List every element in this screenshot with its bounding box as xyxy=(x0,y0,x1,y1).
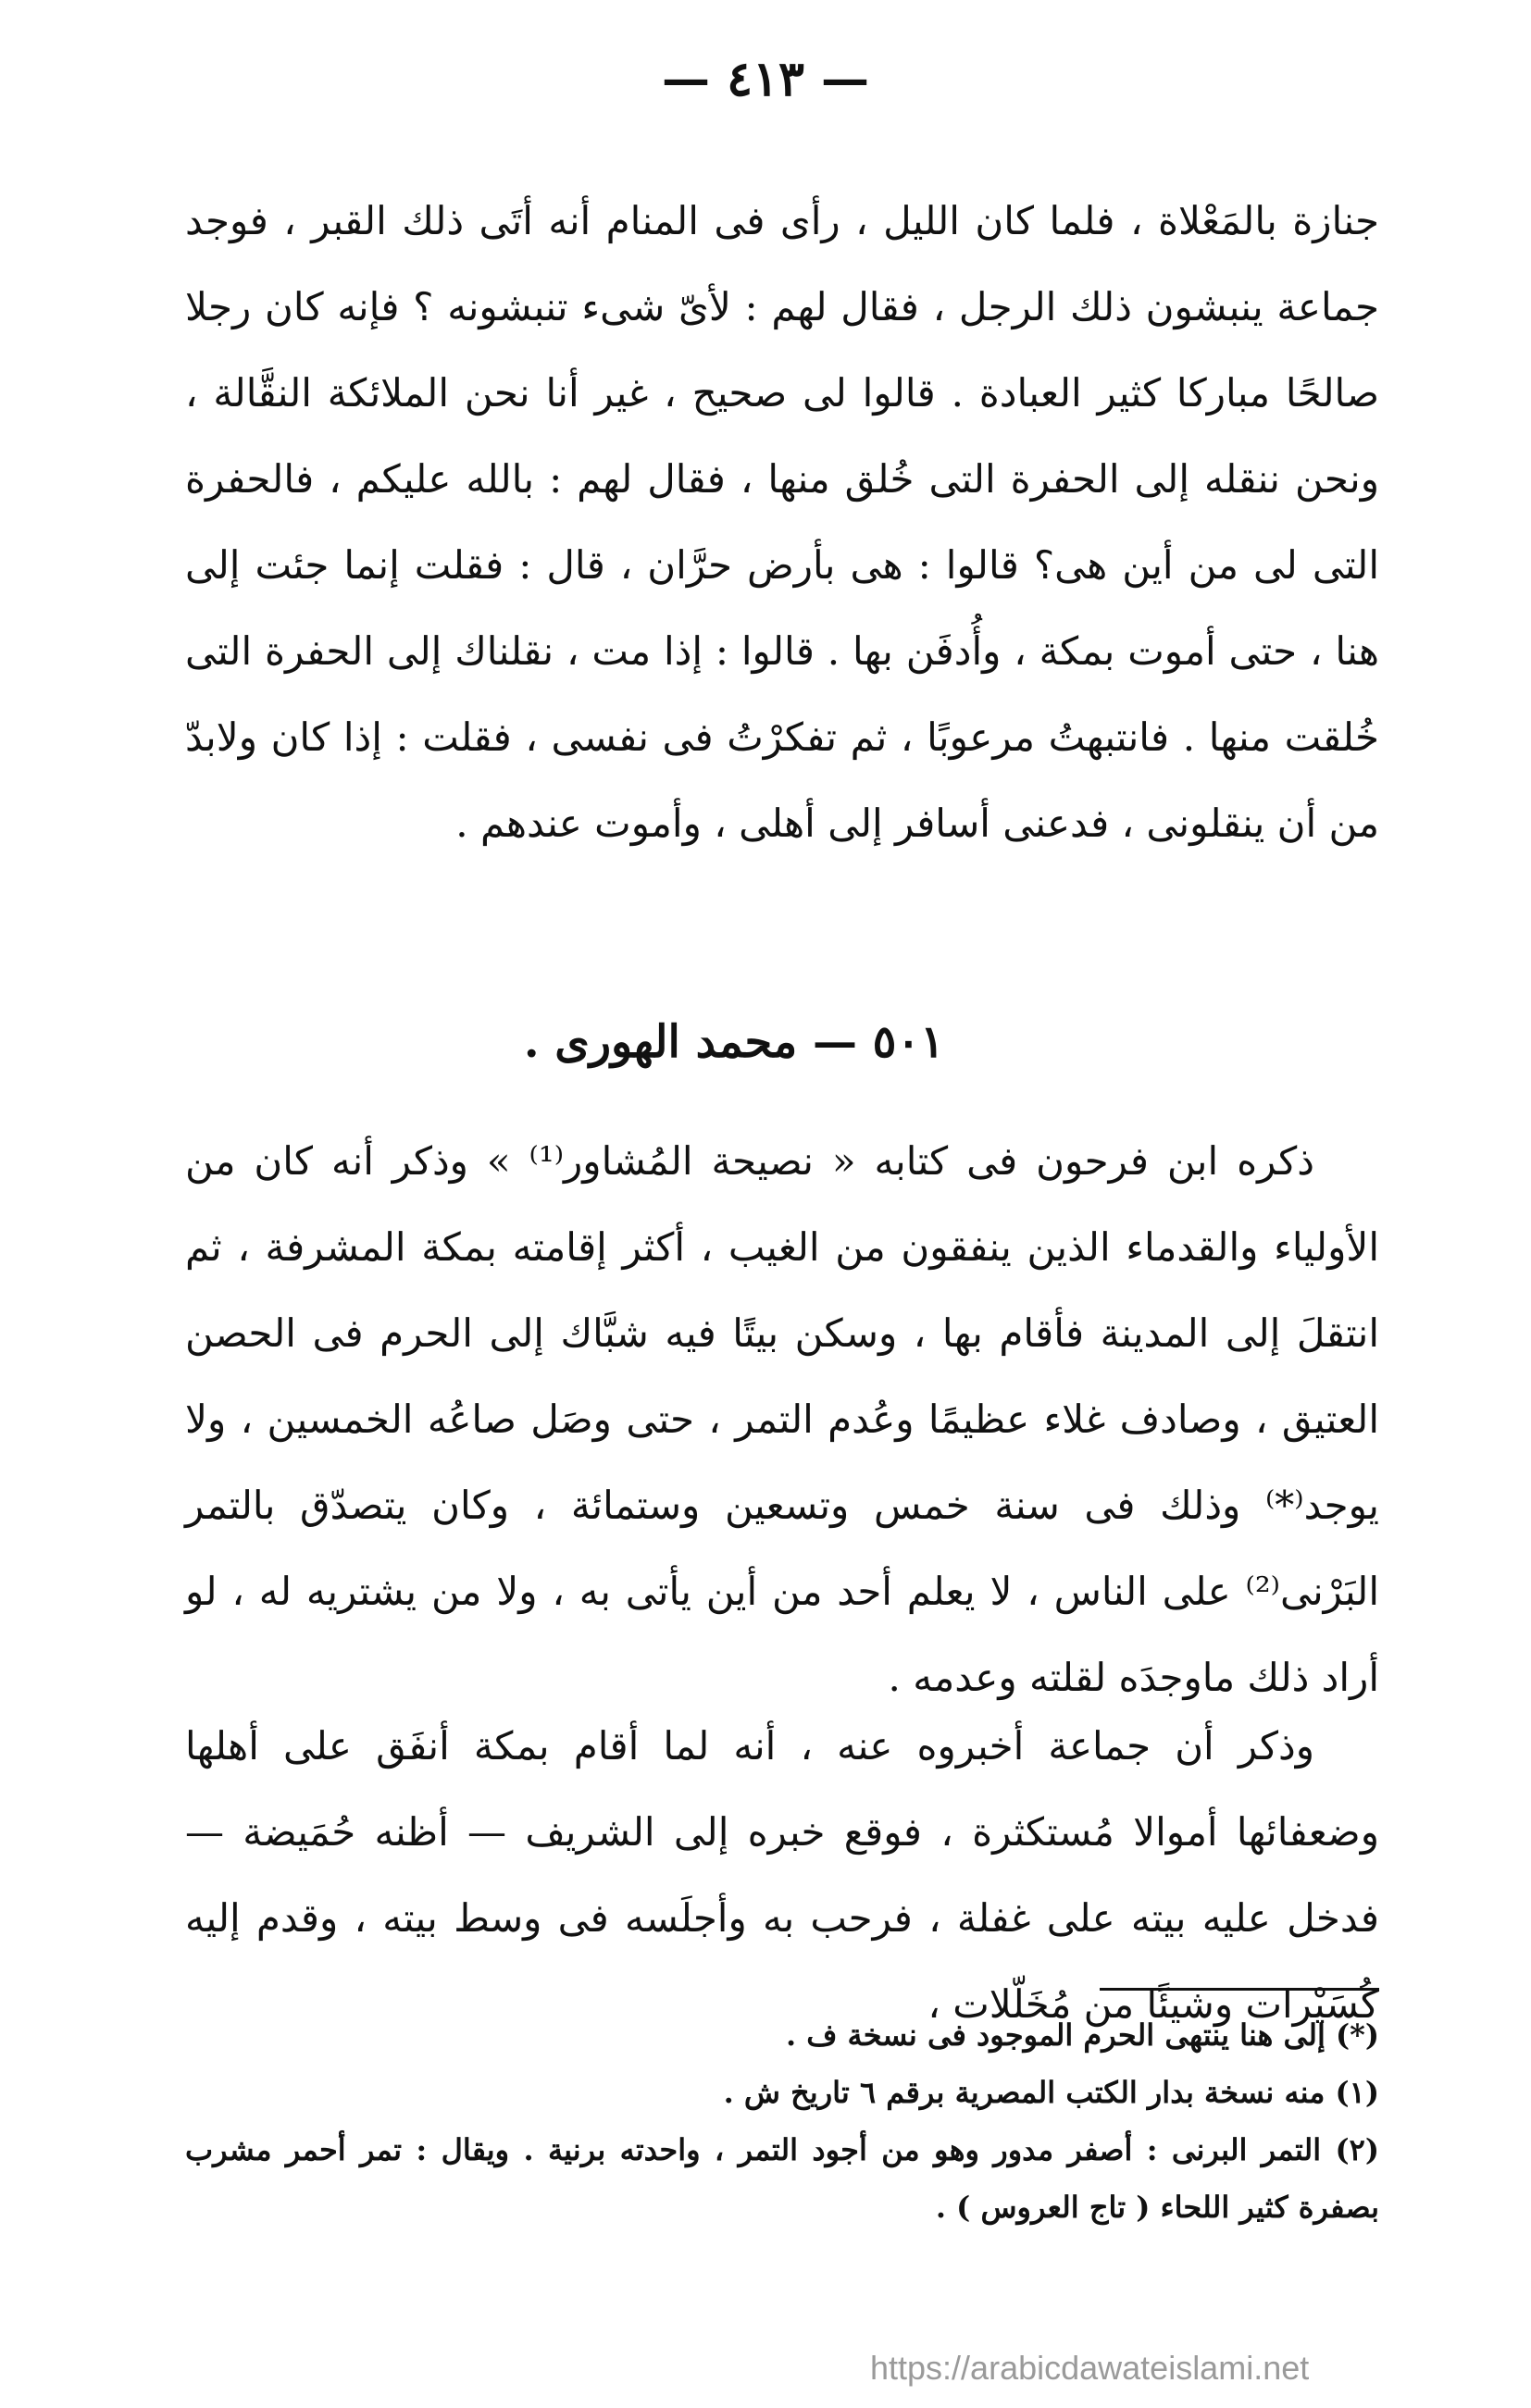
footnotes xyxy=(185,2006,1379,2236)
paragraph: وذكر أن جماعة أخبروه عنه ، أنه لما أقام بمكة أنفَق على أهلها وضعفائها أموالا مُستكثرة ، فوقع خبره إلى الشريف — أظنه حُمَيضة — فدخل عليه بيته على غفلة ، فرحب به وأجلَسه فى وسط بيته ، وقدم إليه كُسَيْرات وشيئًا من مُخَلّلات ، xyxy=(185,1723,1379,2027)
entry-body-continued xyxy=(185,1703,1379,2047)
body-text-continuation xyxy=(185,178,1379,866)
footnote-2: (٢) التمر البرنى : أصفر مدور وهو من أجود التمر ، واحدته برنية . ويقال : تمر أحمر مشرب بصفرة كثير اللحاء ( تاج العروس ) . xyxy=(185,2132,1379,2225)
footnote-star: (*) إلى هنا ينتهى الحرم الموجود فى نسخة ف . xyxy=(785,2017,1379,2053)
footnote-1: (١) منه نسخة بدار الكتب المصرية برقم ٦ تاريخ ش . xyxy=(723,2075,1379,2110)
entry-heading: ٥٠١ — محمد الهورى . xyxy=(523,1016,944,1068)
entry-body xyxy=(185,1118,1379,1720)
site-watermark: https://arabicdawateislami.net xyxy=(870,2349,1310,2387)
paragraph: ذكره ابن فرحون فى كتابه « نصيحة المُشاور⁽¹⁾ » وذكر أنه كان من الأولياء والقدماء الذين ينفقون من الغيب ، أكثر إقامته بمكة المشرفة ، ثم انتقلَ إلى المدينة فأقام بها ، وسكن بيتًا فيه شبَّاك إلى الحرم فى الحصن العتيق ، وصادف غلاء عظيمًا وعُدم التمر ، حتى وصَل صاعُه الخمسين ، ولا يوجد⁽*⁾ وذلك فى سنة خمس وتسعين وستمائة ، وكان يتصدّق بالتمر البَرْنى⁽²⁾ على الناس ، لا يعلم أحد من أين يأتى به ، ولا من يشتريه له ، لو أراد ذلك ماوجدَه لقلته وعدمه . xyxy=(185,1138,1379,1700)
paragraph: جنازة بالمَعْلاة ، فلما كان الليل ، رأى فى المنام أنه أتَى ذلك القبر ، فوجد جماعة ينبشون ذلك الرجل ، فقال لهم : لأىّ شىء تنبشونه ؟ فإنه كان رجلا صالحًا مباركا كثير العبادة . قالوا لى صحيح ، غير أنا نحن الملائكة النقَّالة ، ونحن ننقله إلى الحفرة التى خُلق منها ، فقال لهم : بالله عليكم ، فالحفرة التى لى من أين هى؟ قالوا : هى بأرض حرَّان ، قال : فقلت إنما جئت إلى هنا ، حتى أموت بمكة ، وأُدفَن بها . قالوا : إذا مت ، نقلناك إلى الحفرة التى خُلقت منها . فانتبهتُ مرعوبًا ، ثم تفكرْتُ فى نفسى ، فقلت : إذا كان ولابدّ من أن ينقلونى ، فدعنى أسافر إلى أهلى ، وأموت عندهم . xyxy=(185,198,1379,846)
page-number: — ٤١٣ — xyxy=(661,51,869,107)
footnote-divider xyxy=(1100,1988,1379,1991)
